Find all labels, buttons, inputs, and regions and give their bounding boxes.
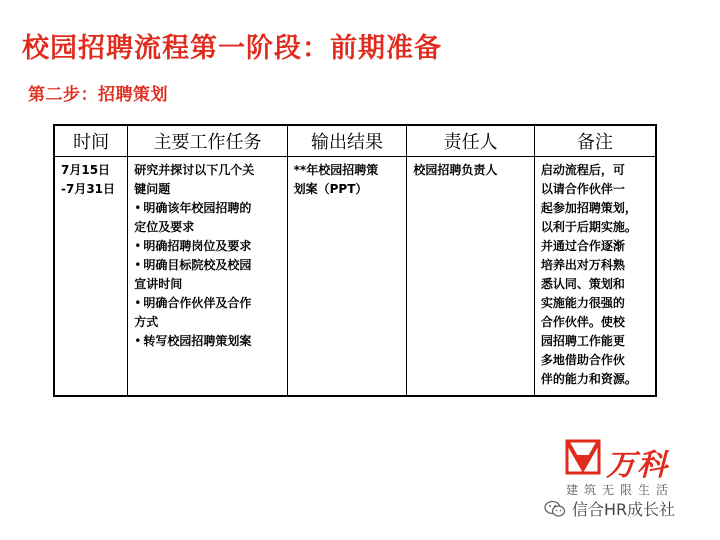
cell-time <box>54 157 128 397</box>
bullet-dot-icon: • <box>134 296 142 310</box>
remark-line: 启动流程后，可 <box>540 163 625 177</box>
task-text: 定位及要求 <box>134 220 195 234</box>
plan-table <box>53 124 657 397</box>
cell-remark <box>534 157 656 397</box>
company-slogan: 建筑无限生活 <box>566 483 675 497</box>
task-text: 转写校园招聘策划案 <box>143 334 252 348</box>
remark-line: 多地借助合作伙 <box>540 353 625 367</box>
vanke-logo-icon <box>565 439 601 475</box>
task-text: 明确目标院校及校园 <box>143 258 252 272</box>
remark-line: 合作伙伴。使校 <box>540 315 625 329</box>
bullet-dot-icon: • <box>134 258 142 272</box>
bullet-dot-icon: • <box>134 334 142 348</box>
bullet-dot-icon: • <box>134 201 142 215</box>
bullet-dot-icon: • <box>134 239 142 253</box>
step-subtitle: 第二步：招聘策划 <box>28 85 168 105</box>
tasks-intro-line: 键问题 <box>134 182 171 196</box>
wechat-icon <box>544 500 566 518</box>
output-line: 划案（PPT） <box>293 182 368 196</box>
header-time: 时间 <box>54 125 128 157</box>
table-row <box>54 157 656 397</box>
cell-tasks <box>128 157 287 397</box>
remark-line: 以请合作伙伴一 <box>540 182 625 196</box>
remark-line: 实施能力很强的 <box>540 296 625 310</box>
task-bullet <box>134 199 280 237</box>
remark-line: 悉认同、策划和 <box>540 277 625 291</box>
remark-line: 起参加招聘策划， <box>540 201 637 215</box>
tasks-intro-line: 研究并探讨以下几个关 <box>134 163 255 177</box>
page-title: 校园招聘流程第一阶段：前期准备 <box>22 33 442 64</box>
time-start: 7月15日 <box>61 163 111 177</box>
task-bullet <box>134 256 280 294</box>
owner-line: 校园招聘负责人 <box>413 163 498 177</box>
header-owner: 责任人 <box>407 125 535 157</box>
task-text: 明确招聘岗位及要求 <box>143 239 252 253</box>
remark-line: 培养出对万科熟 <box>540 258 625 272</box>
task-text: 宣讲时间 <box>134 277 183 291</box>
company-logo-text: 万科 <box>606 448 668 483</box>
cell-output <box>287 157 407 397</box>
task-text: 方式 <box>134 315 159 329</box>
remark-line: 并通过合作逐渐 <box>540 239 625 253</box>
output-line: **年校园招聘策 <box>293 163 379 177</box>
task-bullet <box>134 294 280 332</box>
header-output: 输出结果 <box>287 125 407 157</box>
time-end: -7月31日 <box>61 182 116 196</box>
header-remark: 备注 <box>534 125 656 157</box>
task-bullet <box>134 237 280 256</box>
cell-owner <box>407 157 535 397</box>
remark-line: 园招聘工作能更 <box>540 334 625 348</box>
task-text: 明确合作伙伴及合作 <box>143 296 252 310</box>
table-header-row <box>54 125 656 157</box>
remark-line: 伴的能力和资源。 <box>540 372 637 386</box>
header-tasks: 主要工作任务 <box>128 125 287 157</box>
task-text: 明确该年校园招聘的 <box>143 201 252 215</box>
task-bullet <box>134 332 280 351</box>
remark-line: 以利于后期实施。 <box>540 220 637 234</box>
wechat-watermark: 信合HR成长社 <box>572 500 676 519</box>
